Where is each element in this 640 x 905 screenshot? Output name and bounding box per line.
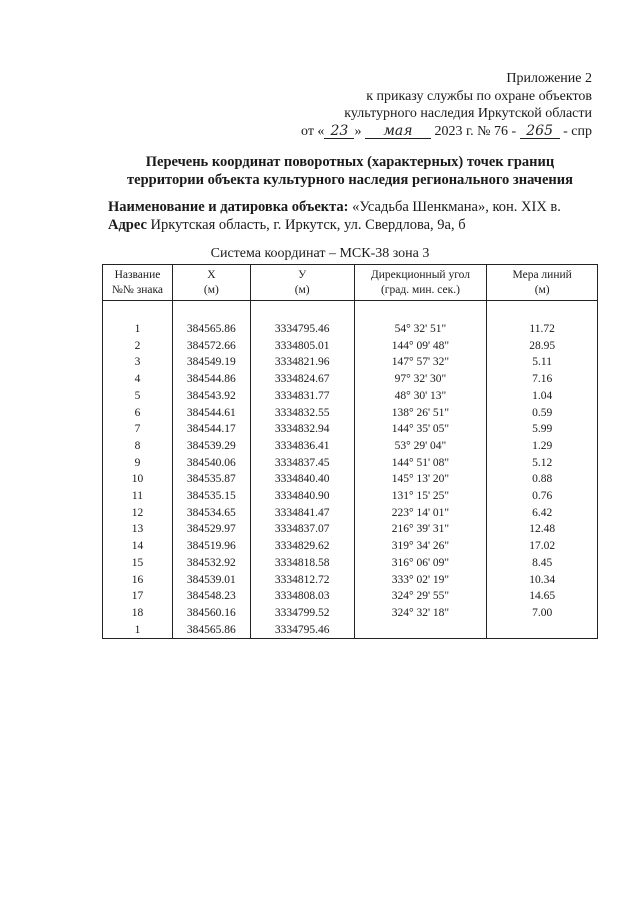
object-address-label: Адрес (108, 217, 147, 233)
title-line-2: территории объекта культурного наследия регионального значения (127, 172, 573, 188)
cell-y: 3334829.62 (250, 538, 354, 555)
title-line-1: Перечень координат поворотных (характерных) точек границ (145, 154, 555, 170)
cell-line-length: 28.95 (487, 338, 598, 355)
object-address-line (108, 216, 561, 234)
cell-y: 3334836.41 (250, 438, 354, 455)
cell-point-number: 4 (103, 371, 173, 388)
table-row (103, 521, 598, 538)
cell-x: 384534.65 (172, 505, 250, 522)
cell-y: 3334840.40 (250, 471, 354, 488)
object-name-line (108, 198, 561, 216)
cell-line-length: 5.11 (487, 354, 598, 371)
cell-line-length: 12.48 (487, 521, 598, 538)
cell-line-length: 7.16 (487, 371, 598, 388)
cell-y: 3334837.07 (250, 521, 354, 538)
cell-y: 3334799.52 (250, 605, 354, 622)
cell-point-number: 12 (103, 505, 173, 522)
order-month: мая (365, 124, 431, 139)
order-year-number: 2023 г. № 76 - (434, 123, 517, 139)
cell-x: 384535.87 (172, 471, 250, 488)
cell-direction-angle: 144° 09' 48" (354, 338, 487, 355)
cell-direction-angle: 223° 14' 01" (354, 505, 487, 522)
cell-direction-angle: 319° 34' 26" (354, 538, 487, 555)
cell-direction-angle: 53° 29' 04" (354, 438, 487, 455)
table-row (103, 354, 598, 371)
cell-point-number: 14 (103, 538, 173, 555)
cell-point-number: 11 (103, 488, 173, 505)
cell-line-length: 6.42 (487, 505, 598, 522)
table-row (103, 471, 598, 488)
appendix-line-2: к приказу службы по охране объектов (366, 88, 592, 104)
cell-x: 384540.06 (172, 455, 250, 472)
cell-line-length (487, 622, 598, 639)
cell-y: 3334837.45 (250, 455, 354, 472)
cell-direction-angle: 324° 29' 55" (354, 588, 487, 605)
cell-y: 3334795.46 (250, 321, 354, 338)
table-row (103, 371, 598, 388)
table-row (103, 321, 598, 338)
cell-direction-angle: 54° 32' 51" (354, 321, 487, 338)
cell-direction-angle: 324° 32' 18" (354, 605, 487, 622)
cell-x: 384548.23 (172, 588, 250, 605)
table-row (103, 338, 598, 355)
cell-y: 3334831.77 (250, 388, 354, 405)
table-row (103, 622, 598, 639)
coordinate-system-caption: Система координат – МСК-38 зона 3 (210, 246, 430, 261)
cell-point-number: 3 (103, 354, 173, 371)
object-name-label: Наименование и датировка объекта: (108, 199, 349, 215)
cell-direction-angle: 216° 39' 31" (354, 521, 487, 538)
table-row (103, 538, 598, 555)
cell-point-number: 6 (103, 405, 173, 422)
appendix-line-1: Приложение 2 (506, 71, 592, 86)
table-row (103, 588, 598, 605)
cell-line-length: 0.59 (487, 405, 598, 422)
cell-line-length: 8.45 (487, 555, 598, 572)
object-info (108, 198, 561, 234)
cell-line-length: 1.04 (487, 388, 598, 405)
table-body (103, 301, 598, 639)
cell-y: 3334808.03 (250, 588, 354, 605)
cell-point-number: 13 (103, 521, 173, 538)
cell-line-length: 5.99 (487, 421, 598, 438)
table-row (103, 505, 598, 522)
table-row (103, 421, 598, 438)
cell-direction-angle: 333° 02' 19" (354, 572, 487, 589)
appendix-block (232, 70, 592, 140)
table-row (103, 405, 598, 422)
cell-point-number: 18 (103, 605, 173, 622)
cell-line-length: 0.88 (487, 471, 598, 488)
cell-x: 384535.15 (172, 488, 250, 505)
cell-x: 384539.01 (172, 572, 250, 589)
cell-direction-angle (354, 622, 487, 639)
cell-x: 384544.61 (172, 405, 250, 422)
cell-x: 384539.29 (172, 438, 250, 455)
cell-x: 384532.92 (172, 555, 250, 572)
cell-line-length: 14.65 (487, 588, 598, 605)
cell-point-number: 9 (103, 455, 173, 472)
order-suffix: - спр (563, 123, 592, 139)
cell-x: 384519.96 (172, 538, 250, 555)
cell-x: 384529.97 (172, 521, 250, 538)
cell-direction-angle: 145° 13' 20" (354, 471, 487, 488)
cell-direction-angle: 316° 06' 09" (354, 555, 487, 572)
cell-direction-angle: 144° 51' 08" (354, 455, 487, 472)
header-x: X (м) (172, 265, 250, 301)
cell-y: 3334818.58 (250, 555, 354, 572)
table-row (103, 488, 598, 505)
cell-direction-angle: 48° 30' 13" (354, 388, 487, 405)
cell-direction-angle: 131° 15' 25" (354, 488, 487, 505)
order-date-line (232, 123, 592, 141)
header-line-length: Мера линий (м) (487, 265, 598, 301)
table-row (103, 388, 598, 405)
cell-x: 384572.66 (172, 338, 250, 355)
cell-point-number: 1 (103, 321, 173, 338)
cell-y: 3334812.72 (250, 572, 354, 589)
cell-line-length: 17.02 (487, 538, 598, 555)
cell-line-length: 5.12 (487, 455, 598, 472)
cell-line-length: 0.76 (487, 488, 598, 505)
cell-point-number: 1 (103, 622, 173, 639)
cell-x: 384560.16 (172, 605, 250, 622)
cell-line-length: 1.29 (487, 438, 598, 455)
cell-x: 384549.19 (172, 354, 250, 371)
cell-y: 3334821.96 (250, 354, 354, 371)
order-date-prefix: от « (301, 123, 325, 139)
cell-direction-angle: 144° 35' 05" (354, 421, 487, 438)
order-day: 23 (324, 124, 354, 139)
appendix-line-3: культурного наследия Иркутской области (344, 106, 592, 121)
table-row (103, 455, 598, 472)
cell-x: 384565.86 (172, 622, 250, 639)
cell-y: 3334795.46 (250, 622, 354, 639)
order-number: 265 (520, 124, 560, 139)
cell-x: 384565.86 (172, 321, 250, 338)
cell-y: 3334824.67 (250, 371, 354, 388)
cell-direction-angle: 147° 57' 32" (354, 354, 487, 371)
cell-point-number: 17 (103, 588, 173, 605)
header-y: У (м) (250, 265, 354, 301)
cell-line-length: 7.00 (487, 605, 598, 622)
order-quote-close: » (354, 123, 362, 139)
cell-x: 384543.92 (172, 388, 250, 405)
cell-y: 3334805.01 (250, 338, 354, 355)
cell-point-number: 16 (103, 572, 173, 589)
cell-y: 3334841.47 (250, 505, 354, 522)
cell-y: 3334840.90 (250, 488, 354, 505)
cell-x: 384544.17 (172, 421, 250, 438)
table-row (103, 438, 598, 455)
cell-direction-angle: 138° 26' 51" (354, 405, 487, 422)
table-spacer-row (103, 301, 598, 322)
object-address-value: Иркутская область, г. Иркутск, ул. Свердлова, 9а, б (150, 217, 466, 233)
table-row (103, 572, 598, 589)
cell-y: 3334832.55 (250, 405, 354, 422)
cell-point-number: 5 (103, 388, 173, 405)
cell-point-number: 2 (103, 338, 173, 355)
cell-point-number: 15 (103, 555, 173, 572)
cell-y: 3334832.94 (250, 421, 354, 438)
table-row (103, 605, 598, 622)
document-title (60, 153, 640, 189)
object-name-value: «Усадьба Шенкмана», кон. XIX в. (352, 199, 561, 215)
table-row (103, 555, 598, 572)
coordinates-table (102, 264, 598, 639)
cell-point-number: 8 (103, 438, 173, 455)
table-header-row (103, 265, 598, 301)
cell-point-number: 7 (103, 421, 173, 438)
cell-line-length: 10.34 (487, 572, 598, 589)
header-point-name: Название №№ знака (103, 265, 173, 301)
cell-line-length: 11.72 (487, 321, 598, 338)
cell-point-number: 10 (103, 471, 173, 488)
cell-direction-angle: 97° 32' 30" (354, 371, 487, 388)
header-direction-angle: Дирекционный угол (град. мин. сек.) (354, 265, 487, 301)
cell-x: 384544.86 (172, 371, 250, 388)
